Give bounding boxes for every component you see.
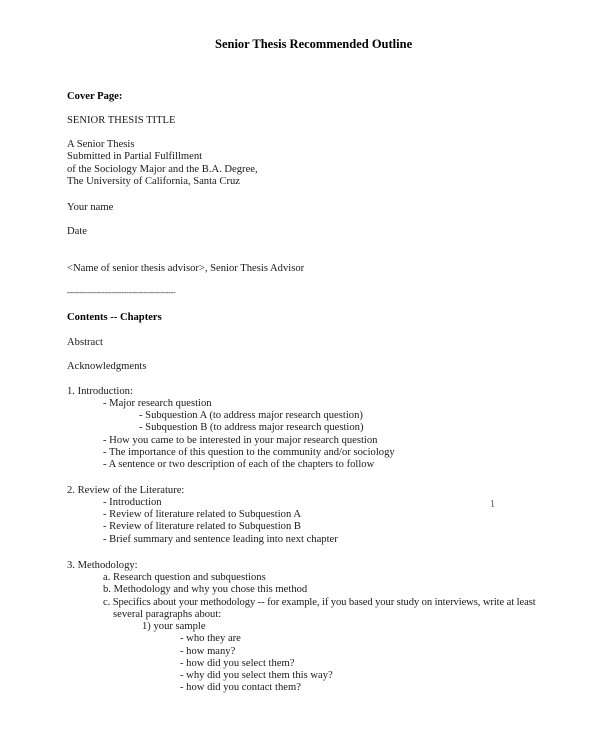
outline-item: - Subquestion B (to address major research question) [139, 422, 364, 433]
introduction-heading: 1. Introduction: [67, 386, 133, 397]
methodology-heading: 3. Methodology: [67, 560, 138, 571]
document-title: Senior Thesis Recommended Outline [215, 37, 413, 51]
signature-line: -------------------------------------------- [67, 288, 176, 297]
outline-item: - how many? [180, 646, 236, 657]
outline-item: - how did you select them? [180, 658, 295, 669]
submission-line: A Senior Thesis [67, 139, 135, 150]
date-label: Date [67, 226, 87, 237]
submission-line: of the Sociology Major and the B.A. Degree, [67, 164, 258, 175]
outline-item: c. Specifics about your methodology -- for example, if you based your study on interviews, write at least [103, 597, 536, 608]
your-name: Your name [67, 202, 114, 213]
submission-line: Submitted in Partial Fulfillment [67, 151, 203, 162]
outline-item: several paragraphs about: [113, 609, 222, 620]
outline-item: - Brief summary and sentence leading into next chapter [103, 534, 338, 545]
outline-item: - how did you contact them? [180, 682, 301, 693]
outline-item: - How you came to be interested in your major research question [103, 435, 378, 446]
outline-item: - Introduction [103, 497, 162, 508]
outline-item: - A sentence or two description of each of the chapters to follow [103, 459, 375, 470]
acknowledgments-label: Acknowledgments [67, 361, 147, 372]
literature-review-heading: 2. Review of the Literature: [67, 485, 185, 496]
outline-item: a. Research question and subquestions [103, 572, 266, 583]
outline-item: b. Methodology and why you chose this method [103, 584, 308, 595]
outline-item: 1) your sample [142, 621, 206, 632]
outline-item: - The importance of this question to the community and/or sociology [103, 447, 395, 458]
abstract-label: Abstract [67, 337, 103, 348]
outline-item: - why did you select them this way? [180, 670, 333, 681]
cover-page-heading: Cover Page: [67, 91, 123, 102]
thesis-title: SENIOR THESIS TITLE [67, 115, 176, 126]
submission-line: The University of California, Santa Cruz [67, 176, 240, 187]
outline-item: - Major research question [103, 398, 212, 409]
outline-item: - Subquestion A (to address major research question) [139, 410, 363, 421]
outline-item: - Review of literature related to Subquestion B [103, 521, 301, 532]
outline-item: - Review of literature related to Subquestion A [103, 509, 301, 520]
contents-heading: Contents -- Chapters [67, 312, 162, 323]
margin-mark: 1 [490, 499, 495, 510]
advisor-line: <Name of senior thesis advisor>, Senior Thesis Advisor [67, 263, 305, 274]
outline-item: - who they are [180, 633, 241, 644]
